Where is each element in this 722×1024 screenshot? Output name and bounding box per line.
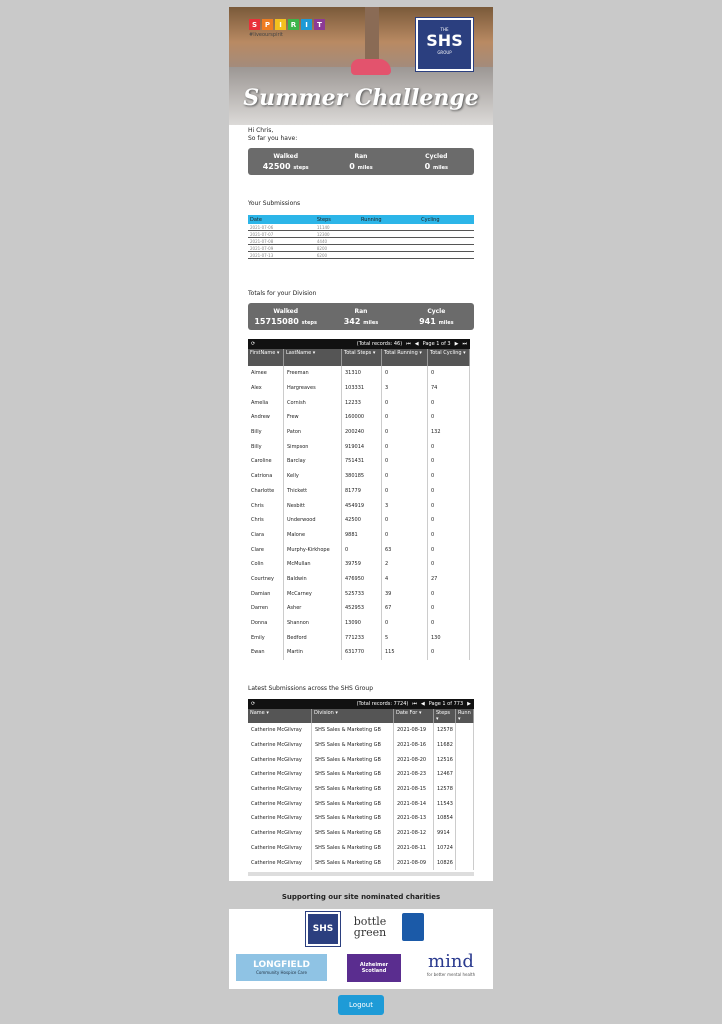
table-cell: Ewan [248,645,284,660]
table-cell: McCarney [284,586,342,601]
charities-title: Supporting our site nominated charities [281,893,441,901]
table-cell: 42500 [342,513,382,528]
table-cell: Catherine McGilvray [248,826,312,841]
table-cell: Catherine McGilvray [248,723,312,738]
grid-header [248,709,474,723]
spirit-letter: S [249,19,260,30]
table-row[interactable] [248,601,470,616]
table-cell: McMullan [284,557,342,572]
table-cell: 3 [382,381,428,396]
table-cell: 2 [382,557,428,572]
table-cell: 751431 [342,454,382,469]
table-cell: Malone [284,528,342,543]
table-row[interactable] [248,723,474,738]
table-row [248,238,474,245]
table-cell: 2021-07-13 [248,252,315,259]
table-row[interactable] [248,425,470,440]
longfield-logo: LONGFIELD Community Hospice Care [236,954,327,981]
personal-totals [248,148,474,175]
table-cell: 12233 [342,395,382,410]
table-row[interactable] [248,572,470,587]
column-header: Steps [315,215,359,224]
table-cell: SHS Sales & Marketing GB [312,855,394,870]
table-cell: Alex [248,381,284,396]
submissions-title: Your Submissions [248,200,301,207]
table-cell: 2021-08-14 [394,796,434,811]
spirit-letter: T [314,19,325,30]
table-cell: 0 [382,439,428,454]
grid-toolbar [248,339,470,349]
division-ran-stat: Ran 342 miles [343,308,379,326]
ran-stat: Ran 0 miles [349,153,373,171]
table-cell: 2021-08-12 [394,826,434,841]
table-cell: Catherine McGilvray [248,796,312,811]
table-cell: Paton [284,425,342,440]
table-cell: Amelia [248,395,284,410]
column-header[interactable]: Name ▾ [248,709,312,723]
table-cell [456,841,474,856]
table-row[interactable] [248,484,470,499]
table-cell: 0 [428,616,470,631]
column-header[interactable]: Division ▾ [312,709,394,723]
charities-logos [229,909,493,989]
table-row[interactable] [248,395,470,410]
table-cell: Chris [248,513,284,528]
division-totals [248,303,474,330]
table-row[interactable] [248,826,474,841]
table-cell: Simpson [284,439,342,454]
table-cell: 0 [428,469,470,484]
table-cell [359,231,419,238]
table-header-row [248,215,474,224]
table-cell: SHS Sales & Marketing GB [312,811,394,826]
table-cell: 380185 [342,469,382,484]
table-cell: 8200 [315,245,359,252]
table-cell: 130 [428,630,470,645]
table-cell: Donna [248,616,284,631]
table-cell: 12578 [434,782,456,797]
table-cell: 0 [382,616,428,631]
table-cell: 13090 [342,616,382,631]
table-cell: 67 [382,601,428,616]
table-cell: 771233 [342,630,382,645]
table-cell: 39 [382,586,428,601]
table-row[interactable] [248,454,470,469]
table-cell: Clare [248,542,284,557]
table-cell: 476950 [342,572,382,587]
table-row[interactable] [248,630,470,645]
bottle-green-logo: bottle green [353,915,387,939]
column-header: Date [248,215,315,224]
refresh-icon[interactable]: ⟳ [251,701,256,707]
table-cell: 0 [382,425,428,440]
table-cell: 0 [428,484,470,499]
table-cell: Freeman [284,366,342,381]
table-cell: 0 [382,454,428,469]
table-cell: 525733 [342,586,382,601]
table-cell: Bedford [284,630,342,645]
table-row [248,231,474,238]
walked-stat: Walked 42500 steps [262,153,309,171]
column-header[interactable]: Runn ▾ [456,709,474,723]
table-cell: 0 [428,601,470,616]
logout-button[interactable]: Logout [338,995,384,1015]
latest-grid [248,699,474,876]
table-cell: 74 [428,381,470,396]
table-cell: 0 [382,528,428,543]
table-row[interactable] [248,841,474,856]
table-cell: 2021-08-20 [394,752,434,767]
table-row [248,252,474,259]
latest-title: Latest Submissions across the SHS Group [248,685,374,692]
table-cell: 2021-08-23 [394,767,434,782]
table-cell: 2021-08-16 [394,738,434,753]
table-cell: 0 [382,484,428,499]
page-indicator: Page 1 of 773 [428,701,464,707]
table-row[interactable] [248,513,470,528]
table-cell: 4440 [315,238,359,245]
table-cell: Catherine McGilvray [248,841,312,856]
horizontal-scrollbar[interactable] [248,872,474,876]
table-cell [456,782,474,797]
table-cell: Aimee [248,366,284,381]
table-cell: 2021-08-13 [394,811,434,826]
table-cell: 27 [428,572,470,587]
table-cell: 631770 [342,645,382,660]
table-row[interactable] [248,528,470,543]
table-cell: 452953 [342,601,382,616]
table-cell: Catherine McGilvray [248,752,312,767]
table-cell: Andrew [248,410,284,425]
table-cell: Baldwin [284,572,342,587]
table-row[interactable] [248,796,474,811]
table-cell: Catherine McGilvray [248,767,312,782]
table-cell: Colin [248,557,284,572]
table-cell: Cornish [284,395,342,410]
charity-shield-logo [402,913,424,941]
email-panel [229,7,493,881]
alzheimer-scotland-logo: Alzheimer Scotland [347,954,401,982]
table-cell [456,767,474,782]
table-cell: Asher [284,601,342,616]
table-row[interactable] [248,767,474,782]
runner-leg-image [365,7,379,63]
spirit-letter: I [301,19,312,30]
table-cell: Murphy-Kirkhope [284,542,342,557]
table-row[interactable] [248,542,470,557]
table-cell: 39759 [342,557,382,572]
last-page-icon[interactable]: ⏭ [462,341,467,347]
submissions-table [248,215,474,259]
table-cell: SHS Sales & Marketing GB [312,752,394,767]
table-cell: SHS Sales & Marketing GB [312,782,394,797]
spirit-letter: I [275,19,286,30]
table-cell: Thickett [284,484,342,499]
table-row[interactable] [248,381,470,396]
table-cell: 0 [382,395,428,410]
table-row[interactable] [248,498,470,513]
table-row[interactable] [248,469,470,484]
table-cell: 11682 [434,738,456,753]
table-cell: 0 [428,410,470,425]
table-cell [419,245,474,252]
table-cell: Caroline [248,454,284,469]
table-cell: 0 [428,557,470,572]
column-header: Running [359,215,419,224]
table-cell [456,752,474,767]
table-cell: 31310 [342,366,382,381]
table-cell: 0 [428,542,470,557]
table-cell: 63 [382,542,428,557]
hashtag: #liveourspirit [249,32,283,38]
column-header[interactable]: Total Steps ▾ [342,349,382,366]
table-cell: 0 [382,469,428,484]
table-cell: SHS Sales & Marketing GB [312,796,394,811]
table-cell: 0 [428,645,470,660]
table-cell: Catriona [248,469,284,484]
table-cell: 0 [428,586,470,601]
table-cell: 103331 [342,381,382,396]
cycled-stat: Cycled 0 miles [424,153,449,171]
grid-body [248,723,474,870]
table-cell: Charlotte [248,484,284,499]
table-cell: Catherine McGilvray [248,811,312,826]
shs-charity-logo: SHS [306,912,340,946]
table-cell: 0 [382,513,428,528]
table-cell: 81779 [342,484,382,499]
table-cell: 12467 [434,767,456,782]
table-cell: 2021-08-19 [394,723,434,738]
table-row [248,245,474,252]
grid-header [248,349,470,366]
table-row[interactable] [248,811,474,826]
table-cell: Nesbitt [284,498,342,513]
prev-page-icon[interactable]: ◀ [420,701,425,707]
spirit-letter: R [288,19,299,30]
spirit-logo [249,19,325,30]
table-cell: 9881 [342,528,382,543]
table-cell [456,826,474,841]
division-walked-stat: Walked 15715080 steps [254,308,317,326]
table-row[interactable] [248,616,470,631]
total-records: (Total records: 46) [356,341,403,347]
table-cell: 4 [382,572,428,587]
table-cell: SHS Sales & Marketing GB [312,841,394,856]
table-cell: Catherine McGilvray [248,855,312,870]
table-cell: 0 [428,395,470,410]
table-cell: Shannon [284,616,342,631]
division-cycle-stat: Cycle 941 miles [419,308,454,326]
table-cell: 200240 [342,425,382,440]
table-cell: Ciara [248,528,284,543]
table-cell: 2021-08-09 [394,855,434,870]
table-row[interactable] [248,366,470,381]
table-cell: 12300 [315,231,359,238]
column-header[interactable]: Total Cycling ▾ [428,349,470,366]
table-cell: Catherine McGilvray [248,782,312,797]
table-row[interactable] [248,557,470,572]
hero-banner [229,7,493,125]
table-row[interactable] [248,738,474,753]
column-header[interactable]: Total Running ▾ [382,349,428,366]
first-page-icon[interactable]: ⏮ [412,701,417,707]
table-cell [419,231,474,238]
table-cell: Billy [248,439,284,454]
table-cell: Barclay [284,454,342,469]
table-cell: 132 [428,425,470,440]
division-title: Totals for your Division [248,290,317,297]
table-cell: Courtney [248,572,284,587]
table-cell: 5 [382,630,428,645]
table-row[interactable] [248,410,470,425]
grid-toolbar [248,699,474,709]
table-cell: 10826 [434,855,456,870]
table-cell: 0 [428,513,470,528]
table-cell [359,252,419,259]
table-cell: 12516 [434,752,456,767]
table-cell [456,796,474,811]
table-cell: 2021-07-07 [248,231,315,238]
division-grid [248,339,470,660]
table-cell [419,238,474,245]
column-header[interactable]: FirstName ▾ [248,349,284,366]
total-records: (Total records: 7724) [356,701,409,707]
table-cell: 919014 [342,439,382,454]
table-cell: Underwood [284,513,342,528]
table-cell: Chris [248,498,284,513]
table-cell: Kelly [284,469,342,484]
table-cell [456,811,474,826]
table-cell: 11543 [434,796,456,811]
grid-body [248,366,470,660]
table-cell: 2021-08-11 [394,841,434,856]
table-cell: Damian [248,586,284,601]
table-cell: 0 [342,542,382,557]
table-cell [456,855,474,870]
table-row[interactable] [248,586,470,601]
table-cell: SHS Sales & Marketing GB [312,826,394,841]
table-cell [419,252,474,259]
table-cell: 115 [382,645,428,660]
page-title: Summer Challenge [243,85,479,111]
table-cell: 0 [428,498,470,513]
table-row[interactable] [248,752,474,767]
table-cell: Emily [248,630,284,645]
running-shoe-image [351,59,391,75]
next-page-icon[interactable]: ▶ [454,341,459,347]
refresh-icon[interactable]: ⟳ [251,341,256,347]
prev-page-icon[interactable]: ◀ [414,341,419,347]
table-cell: 3 [382,498,428,513]
table-cell: 6200 [315,252,359,259]
table-cell: Catherine McGilvray [248,738,312,753]
table-cell: 0 [382,366,428,381]
table-cell: 12578 [434,723,456,738]
table-row[interactable] [248,782,474,797]
column-header[interactable]: Date For ▾ [394,709,434,723]
table-cell: 2021-07-08 [248,238,315,245]
table-cell [456,738,474,753]
page-indicator: Page 1 of 3 [422,341,451,347]
table-cell: Darren [248,601,284,616]
table-row[interactable] [248,439,470,454]
table-cell: 160000 [342,410,382,425]
greeting: Hi Chris, So far you have: [248,127,298,142]
next-page-icon[interactable]: ▶ [467,701,471,707]
spirit-letter: P [262,19,273,30]
shs-group-logo: THE SHS GROUP [416,18,473,71]
table-cell: 0 [428,454,470,469]
table-cell: Hargreaves [284,381,342,396]
table-cell: 10854 [434,811,456,826]
first-page-icon[interactable]: ⏮ [406,341,411,347]
table-cell: Frew [284,410,342,425]
table-cell: 0 [428,439,470,454]
table-cell: 0 [382,410,428,425]
table-cell: SHS Sales & Marketing GB [312,723,394,738]
table-cell [359,238,419,245]
table-cell: 0 [428,366,470,381]
table-cell [456,723,474,738]
table-cell: 454919 [342,498,382,513]
table-cell: SHS Sales & Marketing GB [312,767,394,782]
table-cell: Billy [248,425,284,440]
table-row[interactable] [248,855,474,870]
table-cell: 9914 [434,826,456,841]
table-cell: SHS Sales & Marketing GB [312,738,394,753]
table-cell: Martin [284,645,342,660]
column-header[interactable]: LastName ▾ [284,349,342,366]
table-cell: 0 [428,528,470,543]
table-cell: 2021-08-15 [394,782,434,797]
mind-logo: mind for better mental health [426,950,476,977]
table-cell: 10724 [434,841,456,856]
table-cell [359,245,419,252]
table-cell: 2021-07-09 [248,245,315,252]
column-header: Cycling [419,215,474,224]
table-cell: 2021-07-06 [248,224,315,231]
column-header[interactable]: Steps ▾ [434,709,456,723]
table-row[interactable] [248,645,470,660]
table-cell: 11140 [315,224,359,231]
